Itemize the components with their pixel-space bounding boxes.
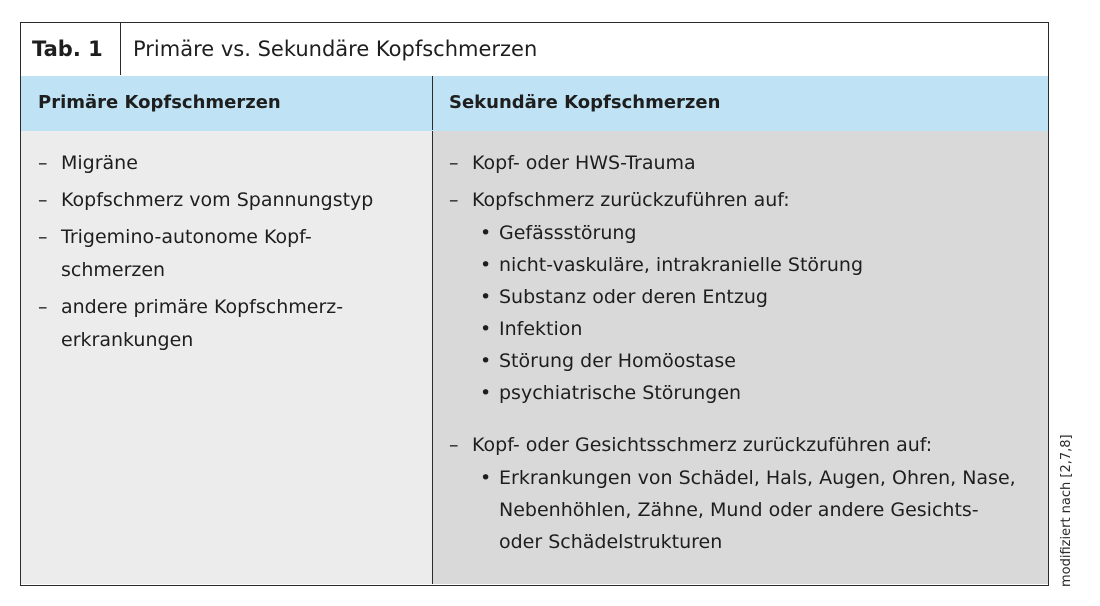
sublist-item (472, 249, 1039, 281)
sublist-item-text: Substanz oder deren Entzug (499, 286, 768, 308)
list-item-text: andere primäre Kopfschmerz-erkrankungen (61, 296, 344, 351)
list-item-text: Kopfschmerz vom Spannungstyp (61, 189, 374, 211)
list-item (38, 221, 361, 287)
list-item-text: Kopfschmerz zurückzuführen auf: (472, 189, 790, 211)
bullet-icon: • (480, 318, 492, 340)
secondary-cell (433, 131, 1048, 584)
sublist-item-text: Gefässstörung (499, 222, 637, 244)
list-item-text: Kopf- oder Gesichtsschmerz zurückzuführen auf: (472, 434, 933, 456)
table-label: Tab. 1 (21, 23, 121, 75)
sublist-item-text: Infektion (499, 318, 583, 340)
secondary-column-header: Sekundäre Kopfschmerzen (449, 92, 721, 113)
list-item (38, 147, 428, 180)
sublist-item-text: psychiatrische Störungen (499, 382, 742, 404)
dash-icon: – (449, 434, 459, 456)
sublist-item-text: Störung der Homöostase (499, 350, 736, 372)
dash-icon: – (38, 189, 48, 211)
bullet-icon: • (480, 222, 492, 244)
table-title: Primäre vs. Sekundäre Kopfschmerzen (133, 37, 538, 61)
sublist (472, 217, 1039, 409)
list-item (449, 429, 1039, 558)
list-item-text: Trigemino-autonome Kopf-schmerzen (61, 226, 312, 281)
dash-icon: – (38, 296, 48, 318)
list-item (38, 291, 391, 357)
sublist-item (472, 345, 1039, 377)
primary-list (38, 147, 428, 361)
sublist-item (472, 313, 1039, 345)
table-title-row (21, 23, 1048, 77)
list-item (449, 147, 1039, 180)
bullet-icon: • (480, 254, 492, 276)
bullet-icon: • (480, 286, 492, 308)
bullet-icon: • (480, 382, 492, 404)
sublist-item-text: nicht-vaskuläre, intrakranielle Störung (499, 254, 864, 276)
list-item (449, 184, 1039, 409)
source-note: modifiziert nach [2,7,8] (1059, 434, 1074, 587)
secondary-list (449, 147, 1039, 562)
primary-cell (21, 131, 433, 584)
list-item-text: Migräne (61, 152, 138, 174)
sublist-item-text: Erkrankungen von Schädel, Hals, Augen, Ohren, Nase, Nebenhöhlen, Zähne, Mund oder andere Gesichts- oder Schädelstrukturen (499, 467, 1016, 553)
sublist-item (472, 217, 1039, 249)
bullet-icon: • (480, 467, 492, 489)
column-header-row (21, 76, 1048, 132)
dash-icon: – (449, 152, 459, 174)
sublist (472, 462, 1039, 558)
dash-icon: – (38, 226, 48, 248)
primary-column-header: Primäre Kopfschmerzen (21, 76, 433, 130)
list-item (38, 184, 428, 217)
dash-icon: – (38, 152, 48, 174)
bullet-icon: • (480, 350, 492, 372)
sublist-item (472, 377, 1039, 409)
sublist-item (472, 281, 1039, 313)
list-item-text: Kopf- oder HWS-Trauma (472, 152, 696, 174)
dash-icon: – (449, 189, 459, 211)
sublist-item (472, 462, 1019, 558)
headache-table (20, 22, 1049, 586)
